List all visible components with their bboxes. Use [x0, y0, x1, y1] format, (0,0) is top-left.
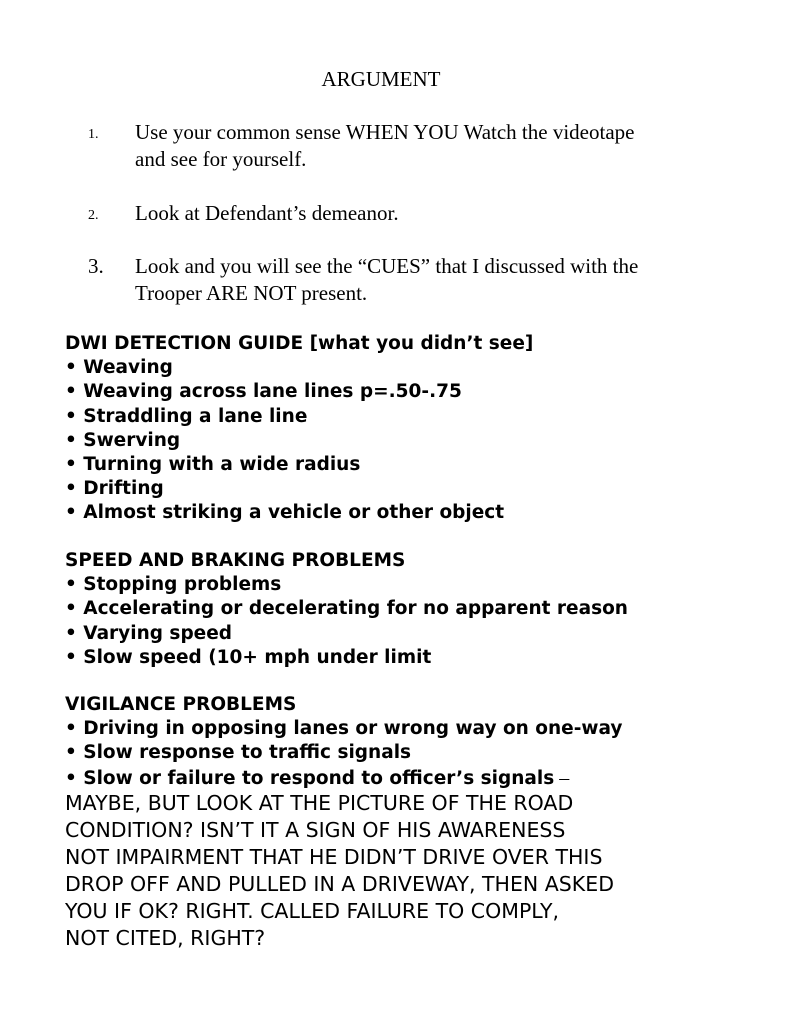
closing-line: CONDITION? ISN’T IT A SIGN OF HIS AWARENESS [65, 818, 566, 842]
item-line: and see for yourself. [135, 147, 307, 171]
bullet-item: • Driving in opposing lanes or wrong way on one-way [65, 718, 623, 740]
item-line: Look and you will see the “CUES” that I discussed with the [135, 254, 639, 278]
bullet-item: • Almost striking a vehicle or other object [65, 502, 505, 524]
bullet-item: • Varying speed [65, 622, 233, 644]
bullet-item: • Accelerating or decelerating for no apparent reason [65, 598, 628, 620]
section-speed-braking [65, 549, 765, 670]
closing-line: DROP OFF AND PULLED IN A DRIVEWAY, THEN ASKED [65, 872, 614, 896]
bullet-item [65, 766, 765, 791]
item-number: 2. [88, 208, 99, 223]
item-text [135, 253, 735, 307]
bullet-item: • Weaving [65, 357, 173, 379]
item-line: Look at Defendant’s demeanor. [135, 201, 399, 225]
closing-line: MAYBE, BUT LOOK AT THE PICTURE OF THE ROAD [65, 791, 574, 815]
numbered-item-2 [0, 200, 760, 228]
bullet-item: • Stopping problems [65, 574, 282, 596]
item-text [135, 200, 735, 227]
closing-line: YOU IF OK? RIGHT. CALLED FAILURE TO COMPLY, [65, 899, 560, 923]
section-heading: VIGILANCE PROBLEMS [65, 694, 297, 715]
trailing-dash: – [554, 766, 570, 789]
closing-line: NOT CITED, RIGHT? [65, 926, 266, 950]
numbered-item-3 [0, 253, 760, 309]
bullet-item: • Slow response to traffic signals [65, 742, 412, 764]
section-vigilance [65, 693, 765, 791]
section-heading: DWI DETECTION GUIDE [what you didn’t see] [65, 333, 534, 354]
bullet-item-text: • Slow or failure to respond to officer’s signals [65, 767, 555, 789]
item-line: Trooper ARE NOT present. [135, 281, 368, 305]
bullet-item: • Turning with a wide radius [65, 454, 361, 476]
closing-argument [65, 790, 765, 952]
item-line: Use your common sense WHEN YOU Watch the videotape [135, 120, 635, 144]
bullet-item: • Swerving [65, 429, 181, 451]
numbered-item-1 [0, 119, 760, 175]
item-number: 3. [88, 254, 104, 278]
section-heading: SPEED AND BRAKING PROBLEMS [65, 550, 406, 571]
bullet-item: • Drifting [65, 478, 164, 500]
bullet-item: • Weaving across lane lines p=.50-.75 [65, 381, 462, 403]
document-title: ARGUMENT [321, 67, 441, 91]
closing-line: NOT IMPAIRMENT THAT HE DIDN’T DRIVE OVER THIS [65, 845, 603, 869]
item-number: 1. [88, 127, 99, 142]
section-dwi-detection-guide [65, 332, 765, 526]
bullet-item: • Slow speed (10+ mph under limit [65, 646, 432, 668]
bullet-item: • Straddling a lane line [65, 405, 308, 427]
item-text [135, 119, 735, 173]
